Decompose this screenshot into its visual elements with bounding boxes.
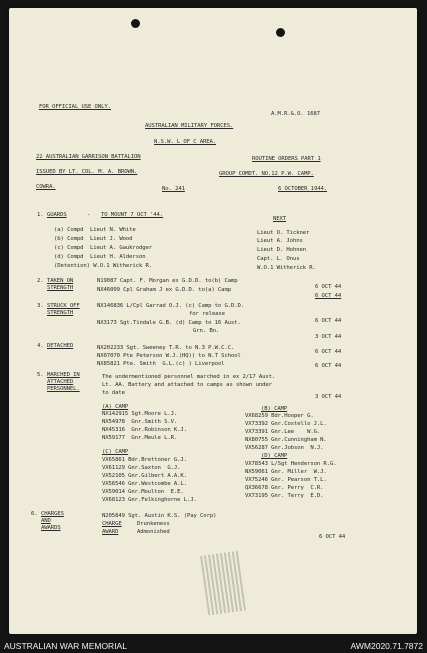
guard-left: (b) Compd Lieut J. Wood (54, 236, 133, 242)
entry-date: 6 OCT 44 (315, 349, 342, 355)
taken-heading: TAKEN ON (47, 278, 74, 284)
footer-accession-number: AWM2020.71.7872 (350, 641, 423, 651)
guards-heading: GUARDS (47, 212, 67, 218)
section-number: 6. (31, 511, 38, 517)
section-number: 4. (37, 343, 44, 349)
personnel-c: VX59014 Gnr.Moulton E.E. (102, 489, 184, 495)
entry-text: NX146836 L/Cpl Garrad O.J. (c) Camp to G.D.D. (97, 303, 245, 309)
struck-heading-2: STRENGTH (47, 310, 74, 316)
entry-text: to date (102, 390, 125, 396)
marched-heading: MARCHED IN (47, 372, 80, 378)
guard-right: Lieut D. Hohnen (257, 247, 307, 253)
personnel-a: NX59177 Gnr.Meule L.R. (102, 435, 178, 441)
guard-left: (Detention) W.O.1 Witherick R. (54, 263, 153, 269)
camp-a-heading: (A) CAMP (102, 404, 129, 410)
charges-heading: CHARGES (41, 511, 64, 517)
personnel-b: NX80755 Gnr.Cunningham N. (245, 437, 327, 443)
footer-institution: AUSTRALIAN WAR MEMORIAL (4, 641, 127, 651)
order-date: 6 OCTOBER 1944. (278, 186, 328, 192)
entry-text: NX85821 Pte. Smith G.L.(c) ) Liverpool (97, 361, 225, 367)
issued-by: ISSUED BY LT. COL. M. A. BROWN. (36, 169, 138, 175)
entry-text: Lt. AA. Battery and attached to camps as shown under (102, 382, 272, 388)
marched-heading-3: PERSONNEL. (47, 386, 80, 392)
guard-right: Capt. L. Onus (257, 256, 300, 262)
camp-c-heading: (C) CAMP (102, 449, 129, 455)
struck-heading: STRUCK OFF (47, 303, 80, 309)
personnel-d: NX59061 Gnr. Miller W.J. (245, 469, 327, 475)
marched-heading-2: ATTACHED (47, 379, 74, 385)
taken-heading-2: STRENGTH (47, 285, 74, 291)
section-number: 1. (37, 212, 44, 218)
camp-b-heading: (B) CAMP (261, 406, 288, 412)
guard-left: (a) Compd Lieut N. White (54, 227, 136, 233)
next-heading: NEXT (273, 216, 287, 222)
order-number: No. 241 (162, 186, 185, 192)
charge-label: CHARGE (102, 521, 122, 527)
place: COWRA. (36, 184, 56, 190)
guard-left: (c) Compd Lieut A. Gaukrodger (54, 245, 153, 251)
personnel-c: VX68123 Gnr.Felkinghorne L.J. (102, 497, 197, 503)
footer-bar (0, 638, 427, 653)
entry-date: 6 OCT 44 (315, 318, 342, 324)
mount-date: TO MOUNT 7 OCT '44. (101, 212, 164, 218)
ink-stamp (200, 551, 248, 616)
entry-date: 6 OCT 44 (315, 293, 342, 299)
official-use-label: FOR OFFICIAL USE ONLY. (39, 104, 111, 110)
guard-right: Lieut O. Tickner (257, 230, 310, 236)
personnel-d: VX78543 L/Sgt Henderson R.G. (245, 461, 337, 467)
section-number: 3. (37, 303, 44, 309)
personnel-a: NX45316 Gnr.Robinson K.J. (102, 427, 187, 433)
reference-number: A.M.R.&.O. 1687 (271, 111, 321, 117)
punch-hole (276, 28, 285, 37)
personnel-b: VX68259 Bdr.Hooper G. (245, 413, 314, 419)
entry-text: NX07070 Pte Peterson W.J.(HQ)) to N.T School (97, 353, 241, 359)
document-page (9, 8, 417, 634)
personnel-d: VX73195 Gnr. Terry E.D. (245, 493, 324, 499)
personnel-a: NX142915 Sgt.Moore L.J. (102, 411, 178, 417)
group-commandant: GROUP COMDT. NO.12 P.W. CAMP. (219, 171, 314, 177)
personnel-b: VX56287 Gnr.Jobson N.J. (245, 445, 324, 451)
guard-right: W.O.1 Witherick R. (257, 265, 316, 271)
entry-text: NX202233 Sgt. Sweeney T.R. to N.3 P.W.C.C. (97, 345, 235, 351)
camp-d-heading: (D) CAMP (261, 453, 288, 459)
personnel-c: VX65861 Bdr.Brettoner G.J. (102, 457, 187, 463)
award-label: AWARD (102, 529, 119, 535)
entry-date: 6 OCT 44 (319, 534, 346, 540)
entry-date: 6 OCT 44 (315, 363, 342, 369)
entry-text: Grn. Bn. (193, 328, 220, 334)
entry-text: NX3173 Sgt.Tindale G.B. (d) Camp to 16 Aust. (97, 320, 241, 326)
routine-orders-title: ROUTINE ORDERS PART 1 (252, 156, 321, 162)
guard-right: Lieut A. Johns (257, 238, 303, 244)
entry-date: 3 OCT 44 (315, 334, 342, 340)
forces-title: AUSTRALIAN MILITARY FORCES. (145, 123, 234, 129)
personnel-d: VX75246 Gnr. Pearson T.L. (245, 477, 327, 483)
personnel-b: VX73392 Gnr.Costello J.L. (245, 421, 327, 427)
entry-date: 3 OCT 44 (315, 394, 342, 400)
entry-text: N205849 Sgt. Austin K.S. (Pay Corp) (102, 513, 217, 519)
personnel-c: VX52105 Gnr.Gilbert A.A.K. (102, 473, 187, 479)
section-number: 5. (37, 372, 44, 378)
personnel-b: VX73391 Gnr.Lee W.G. (245, 429, 321, 435)
personnel-c: VX61129 Gnr.Saxton G.J. (102, 465, 181, 471)
personnel-a: NX54978 Gnr.Smith S.V. (102, 419, 178, 425)
personnel-d: QX36678 Gnr. Perry C.R. (245, 485, 324, 491)
entry-text: NX46009 Cpl Graham J ex G.D.D. to(a) Camp (97, 287, 231, 293)
entry-date: 6 OCT 44 (315, 284, 342, 290)
award-text: Admonished (137, 529, 170, 535)
personnel-c: VX56546 Gnr.Westcombe A.L. (102, 481, 187, 487)
charges-heading-2: AND (41, 518, 51, 524)
battalion-name: 22 AUSTRALIAN GARRISON BATTALION (36, 154, 141, 160)
punch-hole (131, 19, 140, 28)
charges-heading-3: AWARDS (41, 525, 61, 531)
area-title: N.S.W. L OF C AREA. (154, 139, 217, 145)
entry-text: N19087 Capt. F. Morgan ex G.D.D. to(b) Camp (97, 278, 238, 284)
entry-text: for release (189, 311, 225, 317)
entry-text: The undermentioned personnel marched in ex 2/17 Aust. (102, 374, 276, 380)
section-number: 2. (37, 278, 44, 284)
dash: - (87, 212, 91, 218)
guard-left: (d) Compd Lieut H. Alderson (54, 254, 146, 260)
detached-heading: DETACHED (47, 343, 74, 349)
charge-text: Drunkeness (137, 521, 170, 527)
